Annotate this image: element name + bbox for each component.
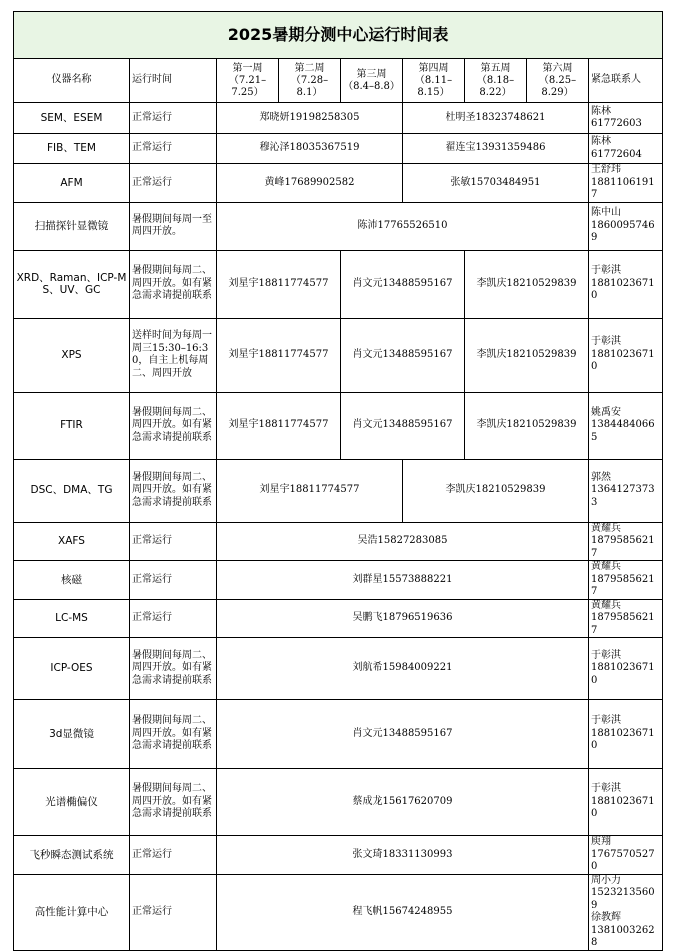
contact-phone: 18811061917 [591, 176, 655, 200]
emergency-contact [589, 164, 663, 203]
title-row [14, 12, 663, 59]
duty-staff: 李凯庆18210529839 [465, 318, 589, 392]
instrument-name: FTIR [14, 392, 130, 459]
instrument-name: 3d显微镜 [14, 700, 130, 769]
run-time: 暑假期间每周二、周四开放。如有紧急需求请提前联系 [130, 769, 217, 836]
duty-staff: 肖文元13488595167 [341, 318, 465, 392]
contact-name: 陈中山 [591, 207, 621, 219]
week-range: （8.18– [476, 74, 515, 86]
emergency-contact [589, 202, 663, 250]
header-run-time: 运行时间 [130, 59, 217, 103]
emergency-contact [589, 522, 663, 561]
header-week-1 [217, 59, 279, 103]
duty-staff: 郑晓妍19198258305 [217, 103, 403, 134]
duty-staff: 吴鹏飞18796519636 [217, 599, 589, 638]
table-row [14, 836, 663, 875]
contact-name: 郭然 [591, 471, 611, 483]
contact-name: 庾翔 [591, 836, 611, 847]
week-label: 第四周 [418, 62, 449, 74]
duty-staff: 刘星宇18811774577 [217, 459, 403, 522]
table-row [14, 459, 663, 522]
header-week-4 [403, 59, 465, 103]
table-row [14, 638, 663, 700]
week-label: 第三周 [356, 68, 387, 80]
duty-staff: 刘星宇18811774577 [217, 318, 341, 392]
instrument-name: FIB、TEM [14, 134, 130, 164]
duty-staff: 穆沁泽18035367519 [217, 134, 403, 164]
table-row [14, 250, 663, 318]
duty-staff: 翟连宝13931359486 [403, 134, 589, 164]
header-row [14, 59, 663, 103]
duty-staff: 刘星宇18811774577 [217, 250, 341, 318]
contact-phone: 18810236710 [591, 727, 655, 752]
contact-name: 陈林 [591, 105, 611, 117]
week-range-end: 8.1） [296, 86, 323, 98]
duty-staff: 杜明圣18323748621 [403, 103, 589, 134]
header-week-3 [341, 59, 403, 103]
emergency-contact [589, 638, 663, 700]
run-time: 正常运行 [130, 836, 217, 875]
header-contact: 紧急联系人 [589, 59, 663, 103]
week-range-end: 8.15） [417, 86, 450, 98]
instrument-name: 核磁 [14, 561, 130, 600]
table-row [14, 392, 663, 459]
header-week-5 [465, 59, 527, 103]
contact-phone: 15232135609 [591, 887, 655, 911]
duty-staff: 李凯庆18210529839 [465, 392, 589, 459]
run-time: 正常运行 [130, 164, 217, 203]
table-row [14, 700, 663, 769]
duty-staff: 刘群星15573888221 [217, 561, 589, 600]
contact-name: 陈林 [591, 136, 611, 147]
week-range: （8.11– [414, 74, 453, 86]
run-time: 暑假期间每周二、周四开放。如有紧急需求请提前联系 [130, 638, 217, 700]
run-time: 正常运行 [130, 103, 217, 134]
duty-staff: 肖文元13488595167 [217, 700, 589, 769]
duty-staff: 黄峰17689902582 [217, 164, 403, 203]
contact-name: 黄耀兵 [591, 522, 621, 534]
emergency-contact [589, 836, 663, 875]
instrument-name: 飞秒瞬态测试系统 [14, 836, 130, 875]
page-title: 2025暑期分测中心运行时间表 [14, 12, 663, 59]
emergency-contact [589, 459, 663, 522]
run-time: 暑假期间每周二、周四开放。如有紧急需求请提前联系 [130, 459, 217, 522]
contact-name: 于彰淇 [591, 783, 621, 795]
run-time: 暑假期间每周二、周四开放。如有紧急需求请提前联系 [130, 392, 217, 459]
contact-phone-2: 13810032628 [591, 924, 655, 948]
contact-phone: 18810236710 [591, 348, 655, 373]
emergency-contact [589, 561, 663, 600]
duty-staff: 吴浩15827283085 [217, 522, 589, 561]
emergency-contact [589, 599, 663, 638]
contact-phone: 18600957469 [591, 219, 655, 244]
run-time: 正常运行 [130, 561, 217, 600]
table-row [14, 874, 663, 950]
run-time: 暑假期间每周二、周四开放。如有紧急需求请提前联系 [130, 700, 217, 769]
instrument-name: 光谱椭偏仪 [14, 769, 130, 836]
week-label: 第一周 [232, 62, 263, 74]
contact-name: 黄耀兵 [591, 599, 621, 611]
emergency-contact [589, 874, 663, 950]
header-instrument: 仪器名称 [14, 59, 130, 103]
run-time: 正常运行 [130, 134, 217, 164]
table-row [14, 103, 663, 134]
week-range: （7.28– [290, 74, 329, 86]
emergency-contact [589, 250, 663, 318]
schedule-table [13, 11, 663, 951]
emergency-contact [589, 103, 663, 134]
duty-staff: 张敏15703484951 [403, 164, 589, 203]
duty-staff: 刘航希15984009221 [217, 638, 589, 700]
duty-staff: 刘星宇18811774577 [217, 392, 341, 459]
contact-phone: 18810236710 [591, 795, 655, 820]
emergency-contact [589, 700, 663, 769]
duty-staff: 李凯庆18210529839 [465, 250, 589, 318]
run-time: 送样时间为每周一周三15:30–16:30，自主上机每周二、周四开放 [130, 318, 217, 392]
contact-name: 于彰淇 [591, 265, 621, 277]
table-row [14, 599, 663, 638]
instrument-name: DSC、DMA、TG [14, 459, 130, 522]
instrument-name: 高性能计算中心 [14, 874, 130, 950]
contact-name: 于彰淇 [591, 715, 621, 727]
instrument-name: XAFS [14, 522, 130, 561]
week-label: 第二周 [294, 62, 325, 74]
week-label: 第六周 [542, 62, 573, 74]
contact-phone: 18795856217 [591, 535, 655, 559]
run-time: 正常运行 [130, 522, 217, 561]
table-row [14, 769, 663, 836]
table-row [14, 318, 663, 392]
contact-name: 于彰淇 [591, 336, 621, 348]
contact-phone: 61772604 [591, 148, 642, 160]
week-range-end: 8.29） [541, 86, 574, 98]
run-time: 暑假期间每周二、周四开放。如有紧急需求请提前联系 [130, 250, 217, 318]
contact-phone: 18795856217 [591, 612, 655, 636]
contact-name: 周小力 [591, 874, 621, 886]
table-row [14, 134, 663, 164]
run-time: 暑假期间每周一至周四开放。 [130, 202, 217, 250]
contact-phone: 18810236710 [591, 277, 655, 302]
duty-staff: 张文琦18331130993 [217, 836, 589, 875]
instrument-name: ICP-OES [14, 638, 130, 700]
week-range: （8.25– [538, 74, 577, 86]
contact-name-2: 徐教辉 [591, 912, 621, 923]
contact-phone: 18810236710 [591, 662, 655, 686]
emergency-contact [589, 134, 663, 164]
week-range-end: 8.22） [479, 86, 512, 98]
emergency-contact [589, 318, 663, 392]
duty-staff: 蔡成龙15617620709 [217, 769, 589, 836]
week-range: （7.21– [228, 74, 267, 86]
run-time: 正常运行 [130, 874, 217, 950]
duty-staff: 李凯庆18210529839 [403, 459, 589, 522]
table-row [14, 522, 663, 561]
contact-name: 于彰淇 [591, 649, 621, 661]
contact-name: 姚禹安 [591, 406, 621, 418]
duty-staff: 肖文元13488595167 [341, 392, 465, 459]
contact-phone: 13641273733 [591, 484, 655, 508]
instrument-name: XPS [14, 318, 130, 392]
instrument-name: 扫描探针显微镜 [14, 202, 130, 250]
table-row [14, 561, 663, 600]
header-week-6 [527, 59, 589, 103]
emergency-contact [589, 392, 663, 459]
week-range-end: 7.25） [231, 86, 264, 98]
contact-phone: 17675705270 [591, 848, 655, 872]
table-row [14, 164, 663, 203]
instrument-name: XRD、Raman、ICP-MS、UV、GC [14, 250, 130, 318]
week-label: 第五周 [480, 62, 511, 74]
contact-name: 王舒玮 [591, 164, 621, 175]
week-range: （8.4–8.8） [343, 80, 400, 92]
emergency-contact [589, 769, 663, 836]
instrument-name: LC-MS [14, 599, 130, 638]
contact-phone: 61772603 [591, 118, 642, 129]
instrument-name: AFM [14, 164, 130, 203]
contact-phone: 18795856217 [591, 573, 655, 597]
header-week-2 [279, 59, 341, 103]
run-time: 正常运行 [130, 599, 217, 638]
contact-name: 黄耀兵 [591, 561, 621, 572]
duty-staff: 肖文元13488595167 [341, 250, 465, 318]
instrument-name: SEM、ESEM [14, 103, 130, 134]
duty-staff: 陈沛17765526510 [217, 202, 589, 250]
duty-staff: 程飞帆15674248955 [217, 874, 589, 950]
table-row [14, 202, 663, 250]
contact-phone: 13844840665 [591, 419, 655, 443]
